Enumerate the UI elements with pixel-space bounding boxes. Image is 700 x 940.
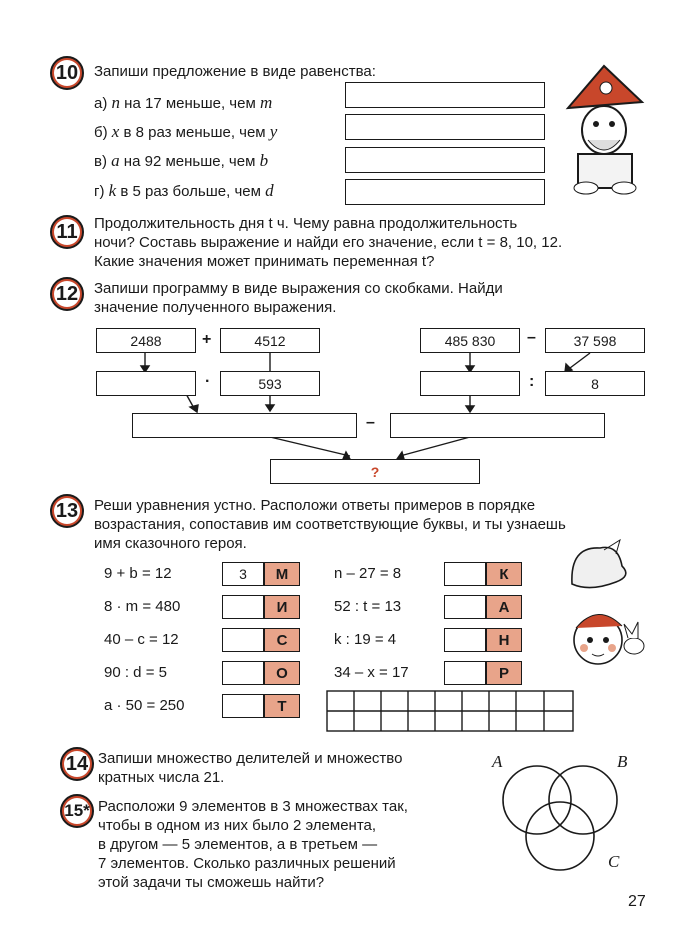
task-15-line-3: в другом — 5 элементов, а в третьем — [98, 836, 378, 853]
task-12-line-1: Запиши программу в виде выражения со скобками. Найди [94, 280, 503, 297]
task-15-line-2: чтобы в одном из них было 2 элемента, [98, 817, 377, 834]
task-13-number: 13 [50, 494, 84, 528]
program-input-4512: 4512 [220, 328, 320, 353]
program-sum-field[interactable] [96, 371, 196, 396]
task-13-line-3: имя сказочного героя. [94, 535, 247, 552]
task-10-line-c: в) a на 92 меньше, чем b [94, 151, 269, 170]
minus-sign-2: – [366, 414, 375, 431]
cipollino-illustration [560, 536, 650, 672]
letter-tile-o: О [264, 661, 300, 685]
letter-tile-i: И [264, 595, 300, 619]
venn-circle-a [503, 766, 571, 834]
program-input-8: 8 [545, 371, 645, 396]
letter-tile-r: Р [486, 661, 522, 685]
task-11-line-1: Продолжительность дня t ч. Чему равна продолжительность [94, 215, 518, 232]
answer-box-d[interactable] [222, 661, 264, 685]
program-input-2488: 2488 [96, 328, 196, 353]
plus-sign: + [202, 331, 212, 348]
equation-d: 90 : d = 5 [104, 664, 167, 681]
task-12-line-2: значение полученного выражения. [94, 299, 337, 316]
hero-name-grid[interactable] [326, 690, 576, 738]
task-10-line-a: а) n на 17 меньше, чем m [94, 93, 273, 112]
task-15-line-4: 7 элементов. Сколько различных решений [98, 855, 396, 872]
task-14-number: 14 [60, 747, 94, 781]
venn-label-c: C [608, 852, 620, 871]
program-result-field[interactable]: ? [270, 459, 480, 484]
letter-tile-k: К [486, 562, 522, 586]
task-10-line-b: б) x в 8 раз меньше, чем y [94, 122, 278, 141]
answer-box-n[interactable] [444, 562, 486, 586]
answer-box-k[interactable] [444, 628, 486, 652]
equation-m: 8 · m = 480 [104, 598, 181, 615]
task-14-line-2: кратных числа 21. [98, 769, 225, 786]
venn-circle-c [526, 802, 594, 870]
page-number: 27 [628, 893, 646, 910]
equation-x: 34 – x = 17 [334, 664, 409, 681]
letter-tile-m: М [264, 562, 300, 586]
venn-circle-b [549, 766, 617, 834]
program-input-485830: 485 830 [420, 328, 520, 353]
letter-tile-a: А [486, 595, 522, 619]
equation-c: 40 – c = 12 [104, 631, 179, 648]
task-14-line-1: Запиши множество делителей и множество [98, 750, 403, 767]
task-11-line-3: Какие значения может принимать переменная t? [94, 253, 435, 270]
task-11-line-2: ночи? Составь выражение и найди его значение, если t = 8, 10, 12. [94, 234, 563, 251]
task-11-number: 11 [50, 215, 84, 249]
equation-t: 52 : t = 13 [334, 598, 402, 615]
equation-n: n – 27 = 8 [334, 565, 402, 582]
task-15-number: 15* [60, 794, 94, 828]
task-10-title: Запиши предложение в виде равенства: [94, 63, 376, 80]
task-12-number: 12 [50, 277, 84, 311]
divide-sign: : [529, 373, 535, 390]
answer-box-m[interactable] [222, 595, 264, 619]
answer-box-a[interactable] [222, 694, 264, 718]
program-difference-field[interactable] [420, 371, 520, 396]
equation-b: 9 + b = 12 [104, 565, 172, 582]
equation-k: k : 19 = 4 [334, 631, 397, 648]
answer-box-x[interactable] [444, 661, 486, 685]
multiply-sign: · [205, 373, 211, 390]
letter-tile-n: Н [486, 628, 522, 652]
answer-box-b[interactable]: 3 [222, 562, 264, 586]
program-input-37598: 37 598 [545, 328, 645, 353]
task-15-line-1: Расположи 9 элементов в 3 множествах так, [98, 798, 408, 815]
answer-box-t[interactable] [444, 595, 486, 619]
task-15-line-5: этой задачи ты сможешь найти? [98, 874, 325, 891]
venn-label-b: B [617, 752, 628, 771]
equation-a: a · 50 = 250 [104, 697, 185, 714]
task-13-line-1: Реши уравнения устно. Расположи ответы примеров в порядке [94, 497, 536, 514]
venn-label-a: A [492, 752, 503, 771]
program-product-field[interactable] [132, 413, 357, 438]
letter-tile-t: Т [264, 694, 300, 718]
minus-sign: – [527, 329, 536, 346]
program-quotient-field[interactable] [390, 413, 605, 438]
program-input-593: 593 [220, 371, 320, 396]
answer-box-c[interactable] [222, 628, 264, 652]
task-10-line-d: г) k в 5 раз больше, чем d [94, 181, 274, 200]
letter-tile-s: С [264, 628, 300, 652]
task-13-line-2: возрастания, сопоставив им соответствующие буквы, и ты узнаешь [94, 516, 566, 533]
task-10-number: 10 [50, 56, 84, 90]
